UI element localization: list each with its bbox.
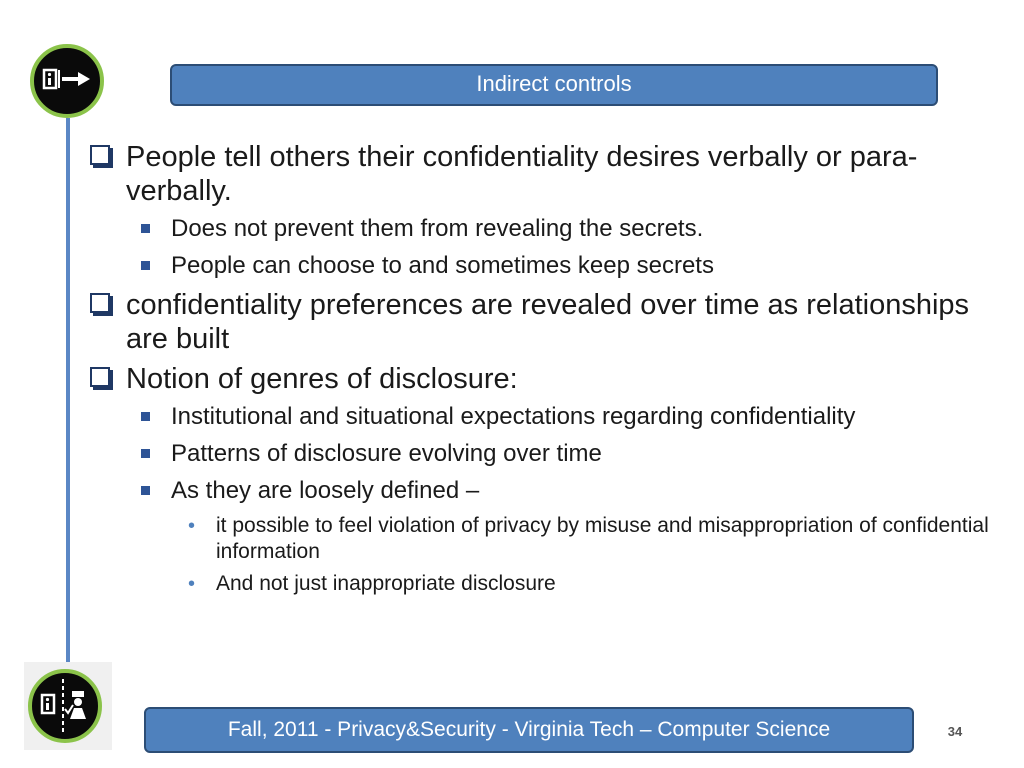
square-bullet-icon xyxy=(141,224,150,233)
bullet-text: Notion of genres of disclosure: xyxy=(126,363,518,395)
bullet-text: Institutional and situational expectations regarding confidentiality xyxy=(171,403,856,430)
checkbox-bullet-icon xyxy=(90,145,110,165)
bullet-text: As they are loosely defined – xyxy=(171,477,480,504)
bullet-level-3 xyxy=(88,513,998,565)
checkbox-bullet-icon xyxy=(90,293,110,313)
slide-title: Indirect controls xyxy=(170,64,938,106)
bullet-text: confidentiality preferences are revealed over time as relationships are built xyxy=(126,289,970,355)
bullet-text: And not just inappropriate disclosure xyxy=(216,572,556,595)
page-number: 34 xyxy=(947,724,963,739)
bullet-text: People tell others their confidentiality desires verbally or para-verbally. xyxy=(126,141,918,207)
left-vertical-line xyxy=(66,118,70,666)
square-bullet-icon xyxy=(141,486,150,495)
bullet-level-2 xyxy=(88,214,998,244)
bottom-icon-panel xyxy=(24,662,112,750)
bullet-level-2 xyxy=(88,251,998,281)
bullet-level-2 xyxy=(88,439,998,469)
square-bullet-icon xyxy=(141,261,150,270)
dot-bullet-icon: • xyxy=(188,515,196,537)
bullet-text: Patterns of disclosure evolving over time xyxy=(171,440,602,467)
bullet-list xyxy=(88,140,998,603)
bullet-text: People can choose to and sometimes keep secrets xyxy=(171,252,714,279)
checkbox-bullet-icon xyxy=(90,367,110,387)
document-person-icon xyxy=(28,669,102,743)
bullet-level-1 xyxy=(88,362,998,396)
bullet-level-2 xyxy=(88,476,998,506)
bullet-text: Does not prevent them from revealing the secrets. xyxy=(171,215,704,242)
dot-bullet-icon: • xyxy=(188,573,196,595)
bullet-level-1 xyxy=(88,288,998,356)
bullet-level-2 xyxy=(88,402,998,432)
bullet-level-3 xyxy=(88,571,998,597)
square-bullet-icon xyxy=(141,449,150,458)
footer-bar: Fall, 2011 - Privacy&Security - Virginia Tech – Computer Science xyxy=(144,707,914,753)
square-bullet-icon xyxy=(141,412,150,421)
document-arrow-icon xyxy=(30,44,104,118)
bullet-text: it possible to feel violation of privacy by misuse and misappropriation of confidential information xyxy=(216,514,989,563)
bullet-level-1 xyxy=(88,140,998,208)
